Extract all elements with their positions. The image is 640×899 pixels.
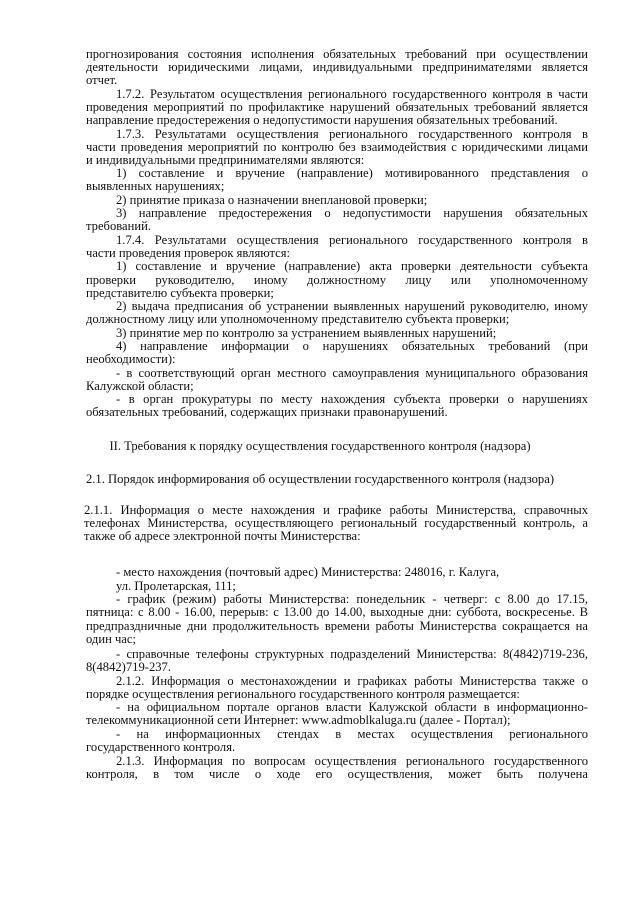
list-item: 2) выдача предписания об устранении выявленных нарушений руководителю, иному xyxy=(116,299,588,313)
text-line: ул. Пролетарская, 111; xyxy=(116,579,236,593)
list-item: 1) составление и вручение (направление) мотивированного представления о xyxy=(116,166,588,180)
section-heading: II. Требования к порядку осуществления государственного контроля (надзора) xyxy=(109,439,531,453)
paragraph-2-1-2: 2.1.2. Информация о местонахождении и графиках работы Министерства также о xyxy=(116,674,588,688)
text-line: телекоммуникационной сети Интернет: www.admoblkaluga.ru (далее - Портал); xyxy=(86,713,511,727)
text-line: и индивидуальными предпринимателями являются: xyxy=(86,153,365,167)
text-line: 8(4842)719-237. xyxy=(86,660,171,674)
text-line: порядке осуществления регионального государственного контроля размещается: xyxy=(86,687,520,701)
list-item: 1) составление и вручение (направление) акта проверки деятельности субъекта xyxy=(116,259,588,273)
text-line: телефонах Министерства, осуществляющего региональный государственный контроль, а xyxy=(84,516,588,530)
text-line: контроля, в том числе о ходе его осуществления, может быть получена xyxy=(86,767,588,781)
list-item: - график (режим) работы Министерства: понедельник - четверг: с 8.00 до 17.15, xyxy=(116,592,588,606)
list-item: 4) направление информации о нарушениях обязательных требований (при xyxy=(116,339,588,353)
text-line: также об адресе электронной почты Министерства: xyxy=(84,529,361,543)
text-line: деятельности юридическими лицами, индивидуальными предпринимателями является xyxy=(86,60,588,74)
list-item: - справочные телефоны структурных подразделений Министерства: 8(4842)719-236, xyxy=(116,647,588,661)
list-item: 2) принятие приказа о назначении внеплановой проверки; xyxy=(116,193,428,207)
text-line: должностному лицу или уполномоченному представителю субъекта проверки; xyxy=(86,312,510,326)
text-line: прогнозирования состояния исполнения обязательных требований при осуществлении xyxy=(86,47,588,61)
list-item: 3) принятие мер по контролю за устранением выявленных нарушений; xyxy=(116,326,497,340)
text-line: части проведения мероприятий по контролю без взаимодействия с юридическими лицами xyxy=(86,140,588,154)
text-line: предпраздничные дни продолжительность времени работы Министерства сокращается на xyxy=(86,619,588,633)
paragraph-1-7-4: 1.7.4. Результатами осуществления регионального государственного контроля в xyxy=(116,233,588,247)
list-item: - на информационных стендах в местах осуществления регионального xyxy=(116,727,588,741)
list-item: - место нахождения (почтовый адрес) Министерства: 248016, г. Калуга, xyxy=(116,565,500,579)
paragraph-1-7-2: 1.7.2. Результатом осуществления регионального государственного контроля в части xyxy=(116,87,588,101)
list-item: - на официальном портале органов власти Калужской области в информационно- xyxy=(116,700,588,714)
text-line: проведения мероприятий по профилактике нарушений обязательных требований является xyxy=(86,100,588,114)
text-line: Калужской области; xyxy=(86,379,194,393)
text-line: направление предостережения о недопустимости нарушения обязательных требований. xyxy=(86,113,558,127)
text-line: обязательных требований, содержащих признаки правонарушений. xyxy=(86,405,448,419)
text-line: пятница: с 8.00 - 16.00, перерыв: с 13.00 до 14.00, выходные дни: суббота, воскресенье. В xyxy=(86,605,588,619)
list-item: 3) направление предостережения о недопустимости нарушения обязательных xyxy=(116,206,588,220)
text-line: отчет. xyxy=(86,73,118,87)
text-line: государственного контроля. xyxy=(86,740,236,754)
text-line: требований. xyxy=(86,219,151,233)
list-item: - в соответствующий орган местного самоуправления муниципального образования xyxy=(116,366,588,380)
paragraph-2-1-3: 2.1.3. Информация по вопросам осуществления регионального государственного xyxy=(116,754,588,768)
text-line: части проведения проверок являются: xyxy=(86,246,291,260)
text-line: представителю субъекта проверки; xyxy=(86,286,274,300)
text-line: выявленных нарушениях; xyxy=(86,179,225,193)
subsection-heading: 2.1. Порядок информирования об осуществлении государственного контроля (надзора) xyxy=(85,472,555,486)
paragraph-1-7-3: 1.7.3. Результатами осуществления регионального государственного контроля в xyxy=(116,127,588,141)
paragraph-2-1-1: 2.1.1. Информация о месте нахождения и графике работы Министерства, справочных xyxy=(84,503,588,517)
list-item: - в орган прокуратуры по месту нахождения субъекта проверки о нарушениях xyxy=(116,392,588,406)
text-line: необходимости): xyxy=(86,352,176,366)
text-line: проверки руководителю, иному должностному лицу или уполномоченному xyxy=(86,273,588,287)
text-line: один час; xyxy=(86,632,136,646)
